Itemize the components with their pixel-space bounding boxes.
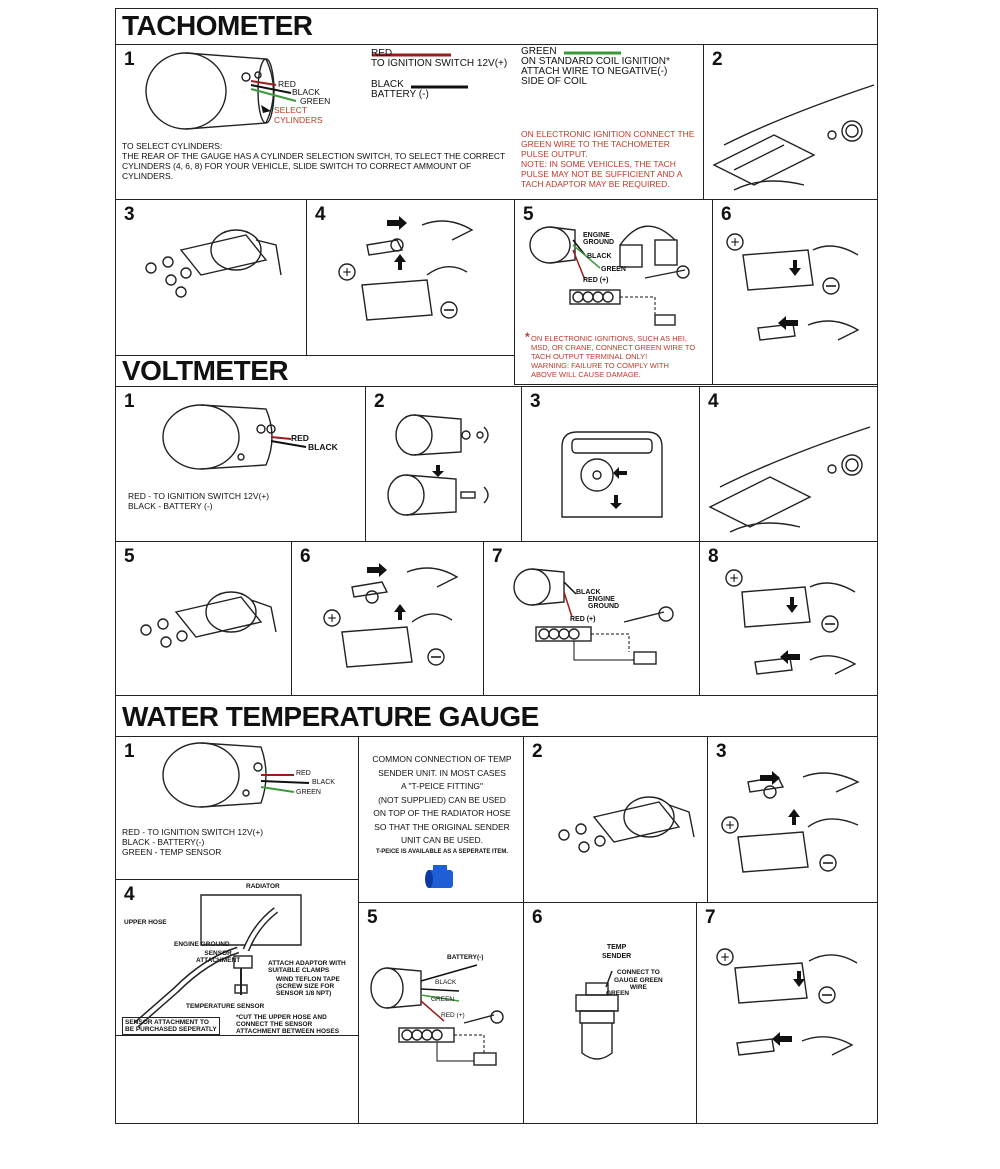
- label-black: BLACK: [576, 589, 601, 596]
- battery-disconnect-illustration: [708, 737, 878, 903]
- svg-text:+: +: [729, 571, 740, 585]
- section-title-water-temperature-gauge: WATER TEMPERATURE GAUGE: [122, 701, 539, 732]
- step-number: 3: [124, 204, 135, 225]
- label-red: RED: [278, 79, 296, 89]
- battery-disconnect-illustration: [292, 542, 484, 696]
- step-number: 5: [523, 204, 534, 225]
- step-number: 7: [705, 907, 716, 928]
- water-panel-4: [115, 879, 359, 1036]
- label-black: BLACK: [587, 253, 612, 260]
- step-number: 2: [374, 391, 385, 412]
- label-select-cylinders: SELECT CYLINDERS: [274, 105, 323, 125]
- bracket-mount-illustration: [524, 737, 708, 903]
- label-engine-ground: ENGINE GROUND: [174, 941, 230, 948]
- tach-panel-4: [306, 199, 515, 356]
- label-red: RED: [291, 433, 309, 443]
- volt-panel-3: [521, 386, 700, 542]
- label-black: BLACK: [435, 979, 457, 986]
- svg-text:+: +: [342, 265, 353, 279]
- water-panel-3: [707, 736, 878, 903]
- electronic-ignition-warning: ON ELECTRONIC IGNITIONS, SUCH AS HEI, MSD, OR CRANE, CONNECT GREEN WIRE TO TACH OUTPUT TERMINAL ONLY! WARNING: FAILURE TO COMPLY WITH ABOVE WILL CAUSE DAMAGE.: [531, 334, 696, 379]
- volt-panel-2: [365, 386, 522, 542]
- wire-legend: RED - TO IGNITION SWITCH 12V(+) BLACK - BATTERY (-): [128, 491, 270, 511]
- svg-text:+: +: [725, 818, 736, 832]
- water-panel-1: [115, 736, 359, 880]
- step-number: 2: [532, 741, 543, 762]
- legend-green-label: GREEN: [521, 46, 557, 57]
- legend-red-desc: TO IGNITION SWITCH 12V(+): [371, 58, 508, 69]
- water-panel-6: [523, 902, 697, 1124]
- tach-panel-5: [514, 199, 713, 385]
- step-number: 4: [124, 884, 135, 905]
- label-upper-hose: UPPER HOSE: [124, 919, 167, 926]
- label-red: RED: [296, 770, 311, 777]
- battery-reconnect-illustration: [713, 200, 878, 385]
- asterisk-icon: *: [525, 330, 530, 344]
- label-black: BLACK: [308, 442, 338, 452]
- label-engine-ground: ENGINE GROUND: [583, 232, 615, 246]
- step-number: 4: [315, 204, 326, 225]
- tach-panel-2: [703, 44, 878, 200]
- electronic-ignition-note: ON ELECTRONIC IGNITION CONNECT THE GREEN WIRE TO THE TACHOMETER PULSE OUTPUT. NOTE: IN SOME VEHICLES, THE TACH PULSE MAY NOT BE SUFFICIENT AND A TACH ADAPTOR MAY BE REQUIRED.: [521, 129, 695, 189]
- label-black: BLACK: [312, 779, 335, 786]
- legend-black-label: BLACK: [371, 79, 404, 90]
- label-radiator: RADIATOR: [246, 883, 280, 890]
- label-sensor-attachment: SENSOR ATTACHMENT: [196, 950, 241, 964]
- t-piece-info-text: COMMON CONNECTION OF TEMP SENDER UNIT. IN MOST CASES A "T-PEICE FITTING" (NOT SUPPLIED) CAN BE USED ON TOP OF THE RADIATOR HOSE SO THAT THE ORIGINAL SENDER UNIT CAN BE USED.: [372, 754, 512, 845]
- step-number: 4: [708, 391, 719, 412]
- water-panel-2: [523, 736, 708, 903]
- sensor-purchase-note: SENSOR ATTACHMENT TO BE PURCHASED SEPERATLY: [122, 1017, 220, 1035]
- label-temp-sender: TEMP SENDER: [602, 944, 632, 960]
- dashboard-illustration: [704, 45, 878, 200]
- tach-panel-1: [115, 44, 704, 200]
- label-connect-green-wire: CONNECT TO GAUGE GREEN WIRE: [614, 969, 663, 991]
- battery-disconnect-illustration: [307, 200, 515, 356]
- volt-panel-5: [115, 541, 292, 696]
- label-red: RED (+): [570, 616, 596, 623]
- legend-green-desc: ON STANDARD COIL IGNITION* ATTACH WIRE TO NEGATIVE(-) SIDE OF COIL: [521, 56, 670, 87]
- dashboard-illustration: [700, 387, 878, 542]
- label-temperature-sensor: TEMPERATURE SENSOR: [186, 1003, 265, 1010]
- select-cylinders-text: TO SELECT CYLINDERS: THE REAR OF THE GAUGE HAS A CYLINDER SELECTION SWITCH, TO SELECT THE CORRECT CYLINDERS (4, 6, 8) FOR YOUR VEHICLE, SLIDE SWITCH TO CORRECT AMMOUNT OF CYLINDERS.: [122, 141, 506, 181]
- label-attach-adaptor: ATTACH ADAPTOR WITH SUITABLE CLAMPS: [268, 960, 346, 974]
- section-title-voltmeter: VOLTMETER: [122, 355, 289, 386]
- label-green: GREEN: [431, 996, 455, 1003]
- step-number: 7: [492, 546, 503, 567]
- label-red: RED (+): [583, 277, 609, 284]
- bracket-mount-illustration: [116, 542, 292, 696]
- step-number: 1: [124, 391, 135, 412]
- svg-text:+: +: [720, 950, 731, 964]
- battery-reconnect-illustration: [697, 903, 878, 1124]
- step-number: 6: [721, 204, 732, 225]
- battery-reconnect-illustration: [700, 542, 878, 696]
- gauge-mount-illustration: [366, 387, 522, 542]
- volt-panel-8: [699, 541, 878, 696]
- volt-panel-7: [483, 541, 700, 696]
- label-green: GREEN: [601, 266, 626, 273]
- volt-panel-6: [291, 541, 484, 696]
- label-battery: BATTERY(-): [447, 954, 484, 961]
- legend-black-desc: BATTERY (-): [371, 89, 429, 100]
- t-piece-fitting-icon: [359, 737, 524, 903]
- bracket-mount-illustration: [116, 200, 307, 356]
- dashboard-panel-illustration: [522, 387, 700, 542]
- volt-panel-4: [699, 386, 878, 542]
- section-title-tachometer: TACHOMETER: [122, 10, 313, 41]
- svg-text:+: +: [327, 611, 338, 625]
- step-number: 2: [712, 49, 723, 70]
- step-number: 3: [530, 391, 541, 412]
- label-teflon-tape: WIND TEFLON TAPE (SCREW SIZE FOR SENSOR 1/8 NPT): [276, 976, 340, 997]
- volt-panel-1: [115, 386, 366, 542]
- water-info-panel: [358, 736, 524, 903]
- label-engine-ground: ENGINE GROUND: [588, 596, 620, 610]
- label-red: RED (+): [441, 1012, 465, 1019]
- gauge-illustration: [116, 387, 366, 542]
- step-number: 3: [716, 741, 727, 762]
- temp-sender-illustration: [524, 903, 697, 1124]
- tach-panel-3: [115, 199, 307, 356]
- label-green: GREEN: [296, 789, 321, 796]
- step-number: 5: [367, 907, 378, 928]
- step-number: 5: [124, 546, 135, 567]
- wire-legend: RED - TO IGNITION SWITCH 12V(+) BLACK - BATTERY(-) GREEN - TEMP SENSOR: [122, 827, 264, 857]
- label-black: BLACK: [292, 87, 320, 97]
- water-panel-7: [696, 902, 878, 1124]
- t-piece-availability-note: T-PEICE IS AVAILABLE AS A SEPERATE ITEM.: [375, 849, 509, 855]
- gauge-illustration: [116, 737, 359, 880]
- legend-red-label: RED: [371, 48, 393, 59]
- tach-panel-6: [712, 199, 878, 385]
- step-number: 6: [300, 546, 311, 567]
- label-green: GREEN: [300, 96, 331, 106]
- label-green: GREEN: [606, 990, 630, 997]
- water-panel-5: [358, 902, 524, 1124]
- svg-text:+: +: [730, 235, 741, 249]
- step-number: 6: [532, 907, 543, 928]
- step-number: 1: [124, 741, 135, 762]
- cut-hose-note: *CUT THE UPPER HOSE AND CONNECT THE SENSOR ATTACHMENT BETWEEN HOSES: [236, 1014, 340, 1035]
- step-number: 1: [124, 49, 135, 70]
- step-number: 8: [708, 546, 719, 567]
